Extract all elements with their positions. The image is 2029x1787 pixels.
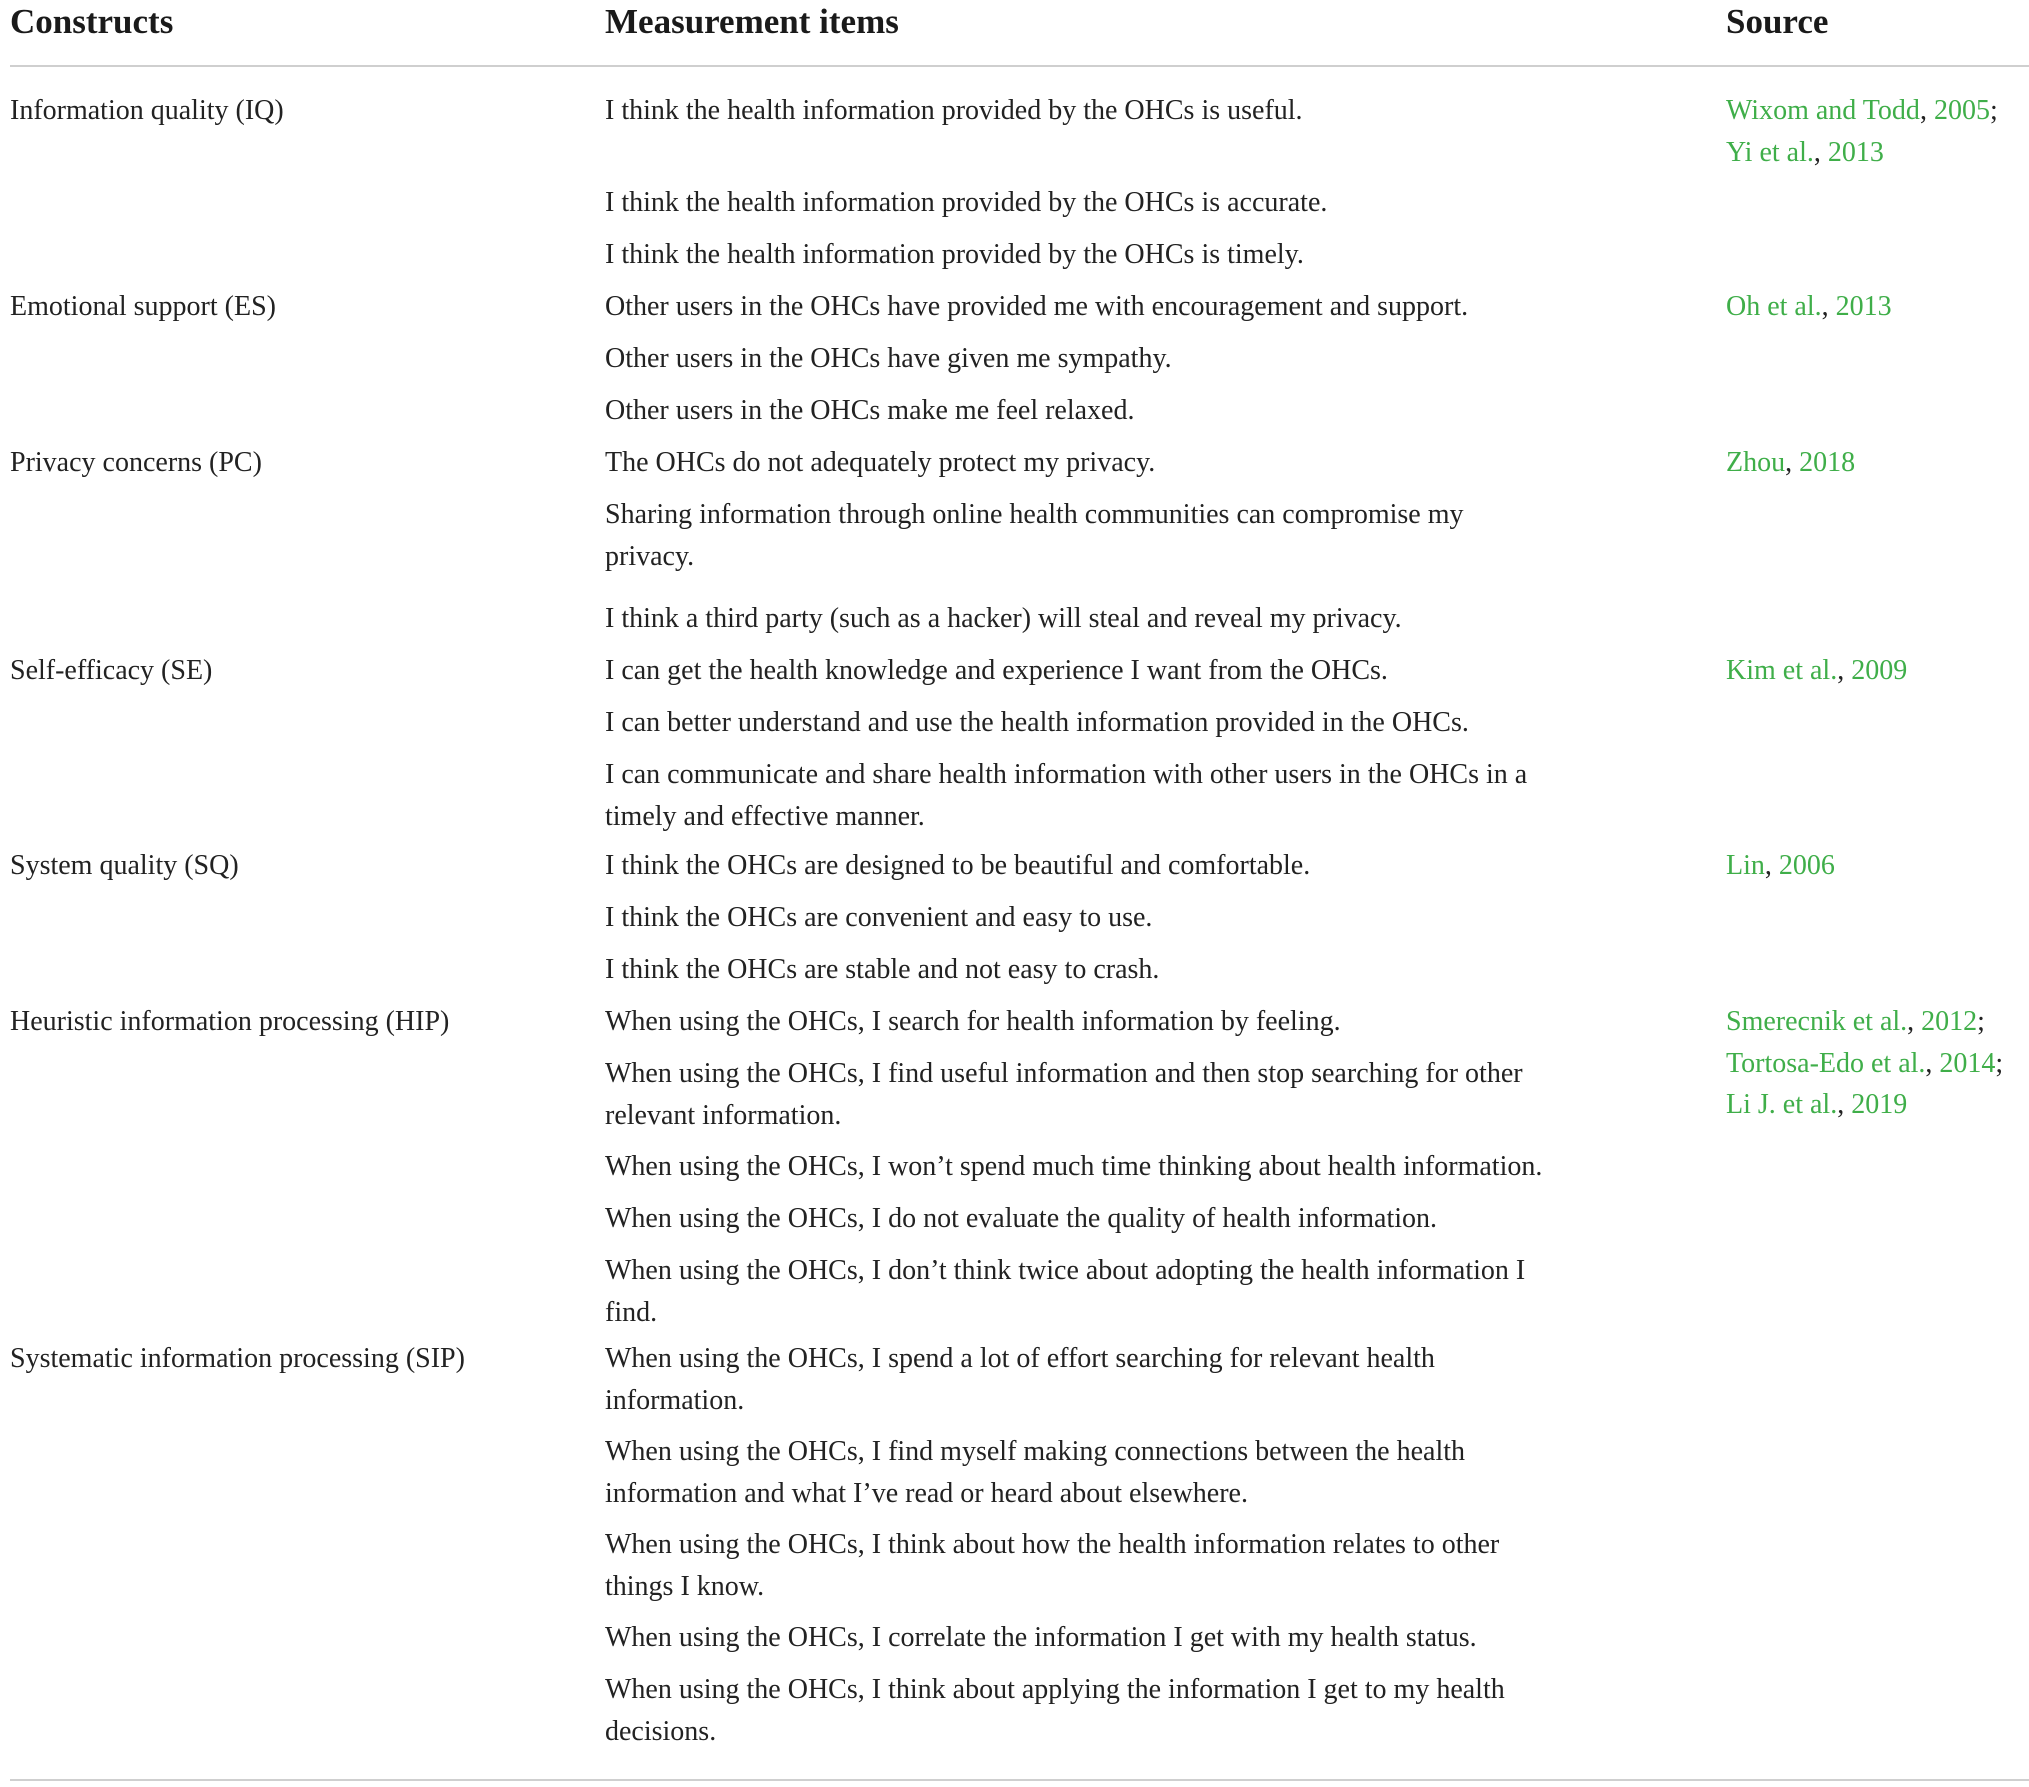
- item-line: decisions.: [605, 1715, 717, 1747]
- measurement-item: [605, 845, 1310, 887]
- citation-separator: ,: [1925, 1047, 1940, 1079]
- item-line: Other users in the OHCs make me feel relaxed.: [605, 395, 1135, 426]
- source-citation: [1726, 845, 1835, 887]
- source-citation: [1726, 286, 1892, 328]
- citation-separator: ;: [1995, 1047, 2004, 1079]
- item-line: Other users in the OHCs have given me sympathy.: [605, 343, 1172, 374]
- measurement-item: [605, 182, 1327, 224]
- item-line: relevant information.: [605, 1099, 842, 1131]
- header-measurement-items: Measurement items: [605, 2, 899, 41]
- construct-label: Systematic information processing (SIP): [10, 1343, 465, 1374]
- construct-label: Self-efficacy (SE): [10, 655, 213, 686]
- measurement-item: [605, 338, 1172, 380]
- item-line: Sharing information through online health communities can compromise my: [605, 499, 1464, 530]
- item-line: When using the OHCs, I correlate the information I get with my health status.: [605, 1622, 1477, 1653]
- citation-link[interactable]: Yi et al.: [1726, 136, 1814, 168]
- construct-label: System quality (SQ): [10, 850, 239, 881]
- measurement-item: [605, 1001, 1341, 1043]
- item-line: When using the OHCs, I find myself making connections between the health: [605, 1436, 1466, 1467]
- source-line: [1726, 1043, 2003, 1085]
- item-line: timely and effective manner.: [605, 800, 925, 832]
- construct-label: Privacy concerns (PC): [10, 447, 262, 478]
- measurement-item: [605, 1669, 1505, 1752]
- source-citation: [1726, 442, 1855, 484]
- measurement-item: [605, 442, 1155, 484]
- citation-link[interactable]: Kim et al.: [1726, 655, 1838, 686]
- measurement-item: [605, 702, 1469, 744]
- citation-link[interactable]: Wixom and Todd: [1726, 95, 1920, 126]
- citation-separator: ,: [1821, 291, 1836, 322]
- citation-separator: ,: [1919, 95, 1934, 126]
- citation-link[interactable]: 2006: [1778, 850, 1835, 881]
- item-line: information and what I’ve read or heard about elsewhere.: [605, 1477, 1248, 1509]
- measurement-item: [605, 1617, 1477, 1659]
- measurement-item: [605, 1198, 1437, 1240]
- measurement-item: [605, 390, 1134, 432]
- item-line: When using the OHCs, I find useful information and then stop searching for other: [605, 1058, 1523, 1089]
- source-citation: [1726, 1001, 2003, 1126]
- construct-label: Information quality (IQ): [10, 95, 284, 126]
- citation-link[interactable]: Li J. et al.: [1726, 1089, 1838, 1120]
- measurement-item: [605, 1250, 1525, 1333]
- construct-label: Heuristic information processing (HIP): [10, 1006, 450, 1037]
- item-line: I think the health information provided by the OHCs is useful.: [605, 95, 1303, 126]
- item-line: Other users in the OHCs have provided me with encouragement and support.: [605, 291, 1469, 322]
- item-line: privacy.: [605, 540, 695, 572]
- citation-link[interactable]: 2005: [1933, 95, 1990, 126]
- construct-label: Emotional support (ES): [10, 291, 276, 322]
- source-citation: [1726, 90, 1998, 173]
- citation-separator: ,: [1907, 1006, 1922, 1037]
- item-line: When using the OHCs, I do not evaluate the quality of health information.: [605, 1203, 1438, 1234]
- header-constructs: Constructs: [10, 2, 174, 41]
- measurement-item: [605, 1431, 1465, 1514]
- item-line: The OHCs do not adequately protect my privacy.: [605, 447, 1156, 478]
- measurement-item: [605, 494, 1464, 577]
- measurement-item: [605, 1338, 1435, 1421]
- item-line: I think the OHCs are designed to be beautiful and comfortable.: [605, 850, 1311, 881]
- citation-separator: ,: [1837, 655, 1852, 686]
- citation-link[interactable]: Smerecnik et al.: [1726, 1006, 1908, 1037]
- item-line: find.: [605, 1296, 658, 1328]
- citation-link[interactable]: 2012: [1921, 1006, 1978, 1037]
- citation-separator: ,: [1813, 136, 1828, 168]
- measurement-item: [605, 650, 1388, 692]
- source-line: [1726, 1001, 2003, 1043]
- source-line: [1726, 1084, 2003, 1126]
- citation-link[interactable]: 2013: [1827, 136, 1884, 168]
- item-line: things I know.: [605, 1570, 765, 1602]
- source-line: [1726, 286, 1892, 328]
- measurement-item: [605, 90, 1303, 132]
- measurement-item: [605, 234, 1304, 276]
- source-line: [1726, 442, 1855, 484]
- citation-link[interactable]: Lin: [1726, 850, 1765, 881]
- item-line: I think the health information provided by the OHCs is accurate.: [605, 187, 1328, 218]
- item-line: When using the OHCs, I search for health information by feeling.: [605, 1006, 1341, 1037]
- item-line: When using the OHCs, I think about applying the information I get to my health: [605, 1674, 1505, 1705]
- item-line: When using the OHCs, I won’t spend much time thinking about health information.: [605, 1151, 1543, 1182]
- item-line: I can communicate and share health information with other users in the OHCs in a: [605, 759, 1528, 790]
- item-line: I can get the health knowledge and experience I want from the OHCs.: [605, 655, 1388, 686]
- citation-link[interactable]: Tortosa-Edo et al.: [1726, 1047, 1926, 1079]
- item-line: I think the OHCs are convenient and easy to use.: [605, 902, 1153, 933]
- measurement-item: [605, 1524, 1499, 1607]
- item-line: I think the health information provided by the OHCs is timely.: [605, 239, 1304, 270]
- item-line: information.: [605, 1384, 745, 1416]
- header-source: Source: [1726, 2, 1829, 41]
- source-citation: [1726, 650, 1907, 692]
- header-rule: [10, 65, 2029, 67]
- item-line: I think a third party (such as a hacker) will steal and reveal my privacy.: [605, 603, 1402, 634]
- source-line: [1726, 90, 1998, 132]
- source-line: [1726, 132, 1998, 174]
- citation-separator: ,: [1837, 1089, 1852, 1120]
- citation-separator: ,: [1764, 850, 1779, 881]
- item-line: I can better understand and use the health information provided in the OHCs.: [605, 707, 1469, 738]
- item-line: I think the OHCs are stable and not easy to crash.: [605, 954, 1160, 985]
- citation-separator: ;: [1989, 95, 1998, 126]
- citation-separator: ,: [1785, 447, 1800, 478]
- measurement-item: [605, 897, 1152, 939]
- citation-link[interactable]: 2014: [1939, 1047, 1996, 1079]
- citation-separator: ;: [1977, 1006, 1985, 1037]
- measurement-item: [605, 949, 1159, 991]
- item-line: When using the OHCs, I spend a lot of effort searching for relevant health: [605, 1343, 1435, 1374]
- citation-link[interactable]: 2013: [1835, 291, 1892, 322]
- measurement-item: [605, 1146, 1542, 1188]
- citation-link[interactable]: 2019: [1851, 1089, 1908, 1120]
- measurement-item: [605, 598, 1402, 640]
- measurement-item: [605, 286, 1468, 328]
- source-line: [1726, 650, 1907, 692]
- citation-link[interactable]: Zhou: [1726, 447, 1786, 478]
- item-line: When using the OHCs, I think about how the health information relates to other: [605, 1529, 1500, 1560]
- measurement-item: [605, 1053, 1523, 1136]
- citation-link[interactable]: 2009: [1851, 655, 1908, 686]
- measurement-item: [605, 754, 1527, 837]
- bottom-rule: [10, 1779, 2029, 1781]
- citation-link[interactable]: 2018: [1799, 447, 1856, 478]
- item-line: When using the OHCs, I don’t think twice about adopting the health information I: [605, 1255, 1526, 1286]
- citation-link[interactable]: Oh et al.: [1726, 291, 1822, 322]
- source-line: [1726, 845, 1835, 887]
